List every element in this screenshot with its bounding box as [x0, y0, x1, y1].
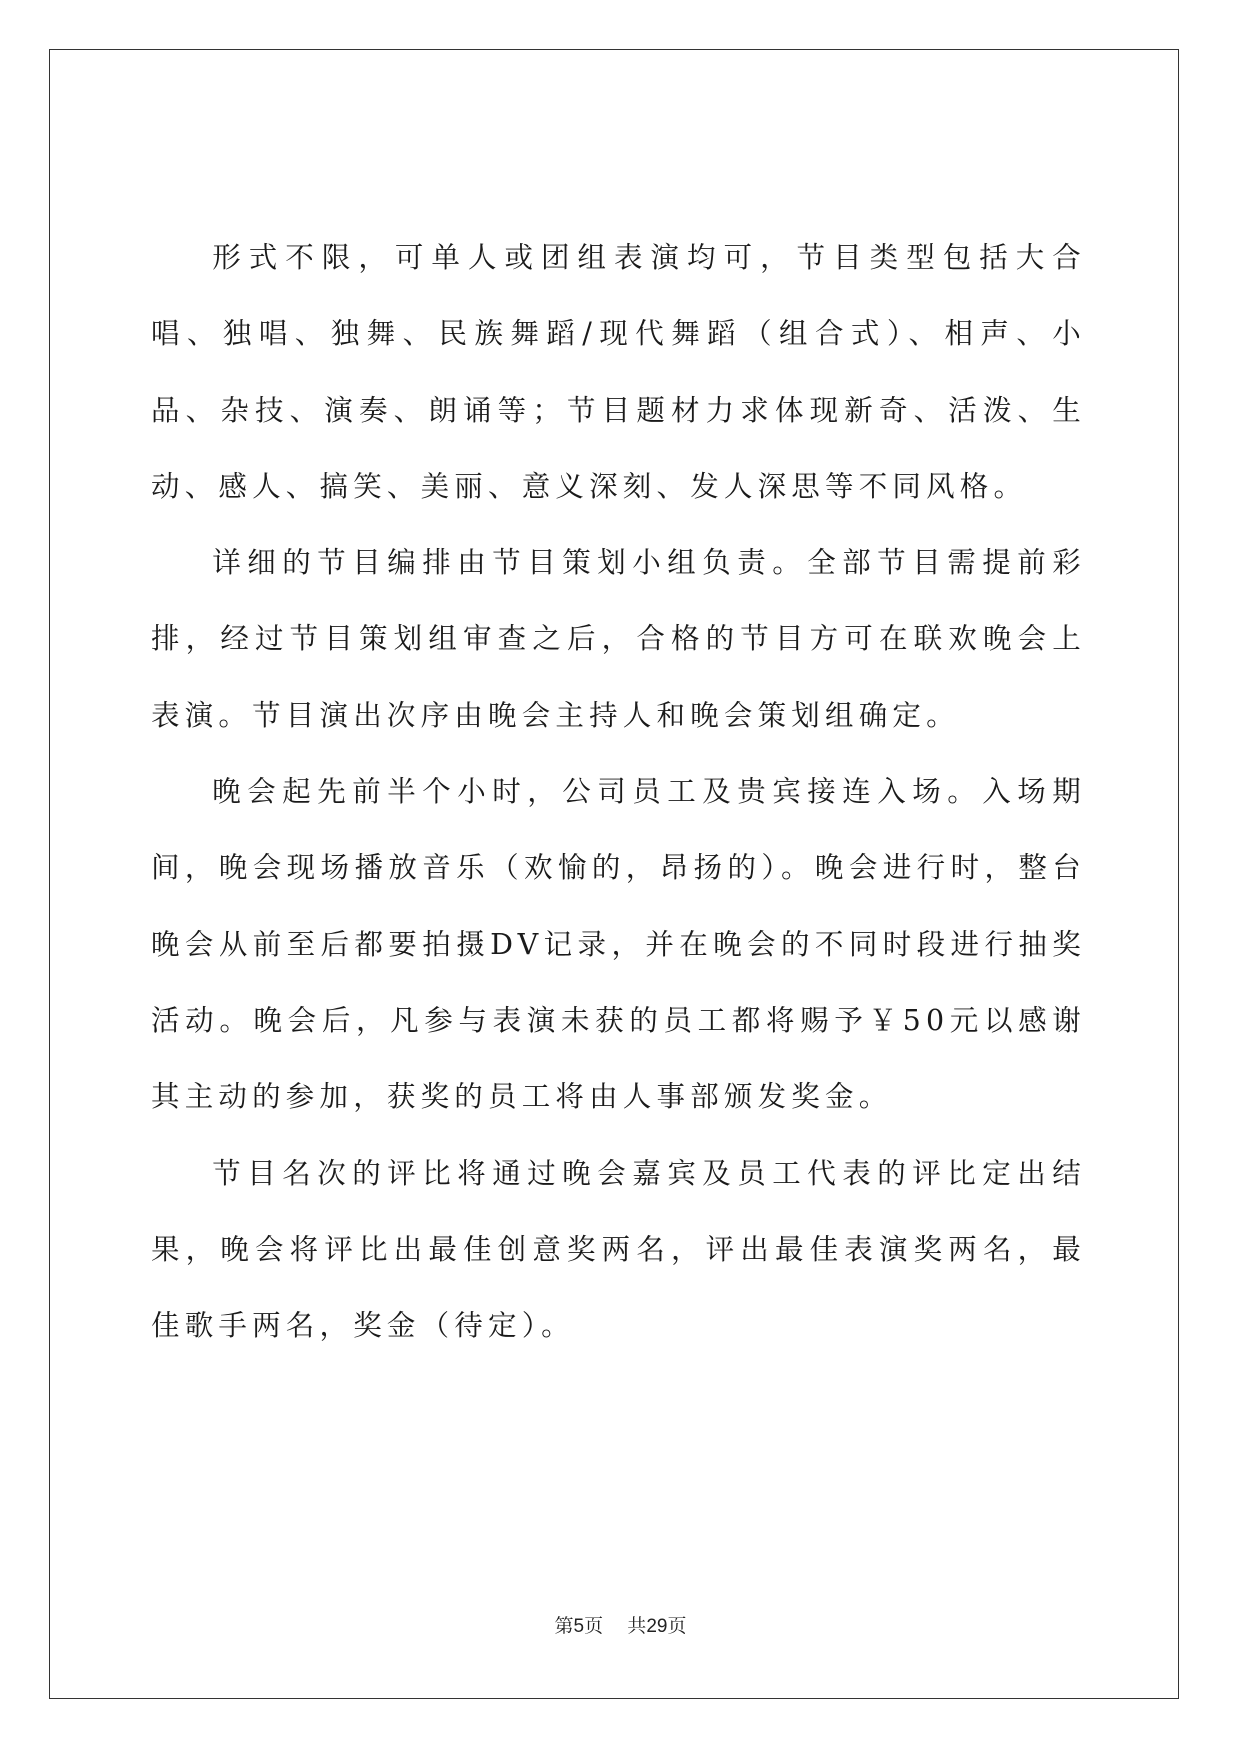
current-page-number: 5: [573, 1616, 585, 1637]
footer-gap: [603, 1615, 627, 1637]
paragraph-program-arrangement: 详细的节目编排由节目策划小组负责。全部节目需提前彩排，经过节目策划组审查之后，合格的节目方可在联欢晚会上表演。节目演出次序由晚会主持人和晚会策划组确定。: [151, 546, 1086, 732]
footer-total-suffix: 页: [667, 1615, 687, 1637]
footer-prefix: 第: [554, 1615, 574, 1637]
footer-total-prefix: 共: [627, 1615, 647, 1637]
document-body: [151, 220, 1086, 1364]
total-page-count: 29: [646, 1616, 668, 1637]
paragraph-award-evaluation: 节目名次的评比将通过晚会嘉宾及员工代表的评比定出结果，晚会将评比出最佳创意奖两名，评出最佳表演奖两名，最佳歌手两名，奖金（待定）。: [151, 1156, 1086, 1343]
page-footer: [0, 1611, 1241, 1638]
paragraph-event-process: 晚会起先前半个小时，公司员工及贵宾接连入场。入场期间，晚会现场播放音乐（欢愉的，昂扬的）。晚会进行时，整台晚会从前至后都要拍摄DV记录，并在晚会的不同时段进行抽奖活动。晚会后，凡参与表演未获的员工都将赐予￥50元以感谢其主动的参加，获奖的员工将由人事部颁发奖金。: [151, 775, 1086, 1114]
paragraph-program-format: 形式不限，可单人或团组表演均可，节目类型包括大合唱、独唱、独舞、民族舞蹈/现代舞蹈（组合式）、相声、小品、杂技、演奏、朗诵等；节目题材力求体现新奇、活泼、生动、感人、搞笑、美丽、意义深刻、发人深思等不同风格。: [151, 241, 1086, 503]
footer-page-suffix: 页: [584, 1615, 604, 1637]
